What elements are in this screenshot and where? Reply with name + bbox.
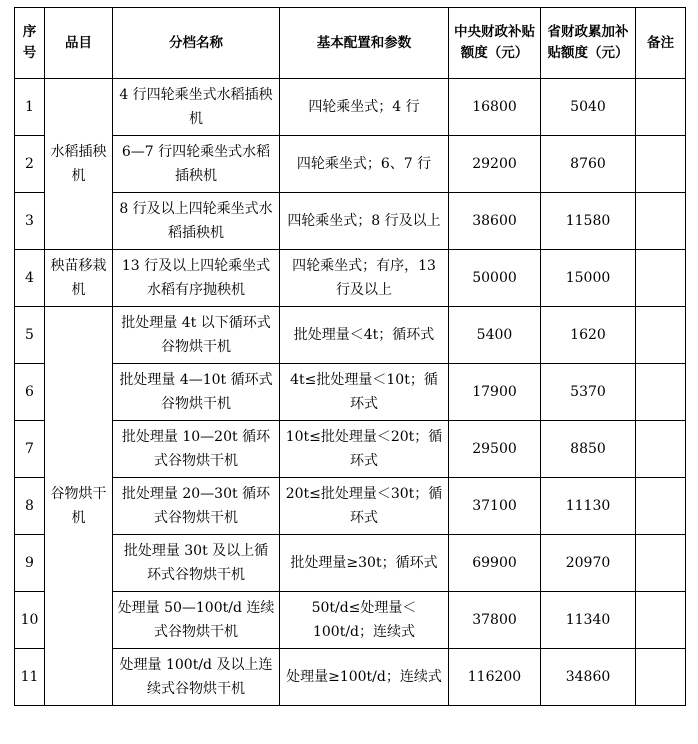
- provincial-subsidy-cell: 5040: [541, 79, 636, 136]
- provincial-subsidy-cell: 8760: [541, 136, 636, 193]
- central-subsidy-cell: 37800: [449, 592, 541, 649]
- central-subsidy-cell: 69900: [449, 535, 541, 592]
- config-cell: 50t/d≤处理量＜100t/d；连续式: [280, 592, 449, 649]
- row-index: 7: [15, 421, 45, 478]
- provincial-subsidy-cell: 1620: [541, 307, 636, 364]
- table-row: [15, 592, 686, 649]
- category-cell: 秧苗移栽机: [45, 250, 113, 307]
- config-cell: 四轮乘坐式；6、7 行: [280, 136, 449, 193]
- central-subsidy-cell: 29500: [449, 421, 541, 478]
- row-index: 1: [15, 79, 45, 136]
- tier-name-cell: 批处理量 10—20t 循环式谷物烘干机: [113, 421, 280, 478]
- row-index: 4: [15, 250, 45, 307]
- table-row: [15, 649, 686, 706]
- central-subsidy-cell: 16800: [449, 79, 541, 136]
- table-row: [15, 136, 686, 193]
- header-central-subsidy: 中央财政补贴额度（元）: [449, 8, 541, 79]
- config-cell: 四轮乘坐式；有序，13 行及以上: [280, 250, 449, 307]
- header-note: 备注: [636, 8, 686, 79]
- central-subsidy-cell: 37100: [449, 478, 541, 535]
- row-index: 11: [15, 649, 45, 706]
- central-subsidy-cell: 17900: [449, 364, 541, 421]
- subsidy-table: [14, 7, 686, 706]
- note-cell: [636, 250, 686, 307]
- note-cell: [636, 592, 686, 649]
- note-cell: [636, 79, 686, 136]
- note-cell: [636, 421, 686, 478]
- provincial-subsidy-cell: 11340: [541, 592, 636, 649]
- header-config: 基本配置和参数: [280, 8, 449, 79]
- tier-name-cell: 8 行及以上四轮乘坐式水稻插秧机: [113, 193, 280, 250]
- note-cell: [636, 649, 686, 706]
- table-row: [15, 79, 686, 136]
- tier-name-cell: 4 行四轮乘坐式水稻插秧机: [113, 79, 280, 136]
- row-index: 9: [15, 535, 45, 592]
- category-cell: 水稻插秧机: [45, 79, 113, 250]
- tier-name-cell: 批处理量 30t 及以上循环式谷物烘干机: [113, 535, 280, 592]
- central-subsidy-cell: 116200: [449, 649, 541, 706]
- config-cell: 4t≤批处理量＜10t；循环式: [280, 364, 449, 421]
- header-tier-name: 分档名称: [113, 8, 280, 79]
- config-cell: 四轮乘坐式；4 行: [280, 79, 449, 136]
- config-cell: 10t≤批处理量＜20t；循环式: [280, 421, 449, 478]
- provincial-subsidy-cell: 8850: [541, 421, 636, 478]
- table-row: [15, 250, 686, 307]
- central-subsidy-cell: 50000: [449, 250, 541, 307]
- config-cell: 四轮乘坐式；8 行及以上: [280, 193, 449, 250]
- tier-name-cell: 批处理量 4—10t 循环式谷物烘干机: [113, 364, 280, 421]
- header-provincial-subsidy: 省财政累加补贴额度（元）: [541, 8, 636, 79]
- config-cell: 批处理量＜4t；循环式: [280, 307, 449, 364]
- row-index: 3: [15, 193, 45, 250]
- config-cell: 批处理量≥30t；循环式: [280, 535, 449, 592]
- central-subsidy-cell: 38600: [449, 193, 541, 250]
- table-row: [15, 535, 686, 592]
- tier-name-cell: 6—7 行四轮乘坐式水稻插秧机: [113, 136, 280, 193]
- note-cell: [636, 307, 686, 364]
- tier-name-cell: 13 行及以上四轮乘坐式水稻有序抛秧机: [113, 250, 280, 307]
- header-category: 品目: [45, 8, 113, 79]
- tier-name-cell: 处理量 50—100t/d 连续式谷物烘干机: [113, 592, 280, 649]
- provincial-subsidy-cell: 20970: [541, 535, 636, 592]
- central-subsidy-cell: 29200: [449, 136, 541, 193]
- provincial-subsidy-cell: 11580: [541, 193, 636, 250]
- row-index: 6: [15, 364, 45, 421]
- note-cell: [636, 535, 686, 592]
- note-cell: [636, 478, 686, 535]
- header-index: 序号: [15, 8, 45, 79]
- category-cell: 谷物烘干机: [45, 307, 113, 706]
- row-index: 10: [15, 592, 45, 649]
- provincial-subsidy-cell: 34860: [541, 649, 636, 706]
- table-row: [15, 193, 686, 250]
- row-index: 2: [15, 136, 45, 193]
- tier-name-cell: 批处理量 20—30t 循环式谷物烘干机: [113, 478, 280, 535]
- note-cell: [636, 364, 686, 421]
- table-row: [15, 478, 686, 535]
- provincial-subsidy-cell: 15000: [541, 250, 636, 307]
- row-index: 5: [15, 307, 45, 364]
- note-cell: [636, 193, 686, 250]
- provincial-subsidy-cell: 11130: [541, 478, 636, 535]
- row-index: 8: [15, 478, 45, 535]
- config-cell: 20t≤批处理量＜30t；循环式: [280, 478, 449, 535]
- config-cell: 处理量≥100t/d；连续式: [280, 649, 449, 706]
- table-row: [15, 364, 686, 421]
- header-row: [15, 8, 686, 79]
- tier-name-cell: 处理量 100t/d 及以上连续式谷物烘干机: [113, 649, 280, 706]
- note-cell: [636, 136, 686, 193]
- tier-name-cell: 批处理量 4t 以下循环式谷物烘干机: [113, 307, 280, 364]
- table-row: [15, 307, 686, 364]
- provincial-subsidy-cell: 5370: [541, 364, 636, 421]
- central-subsidy-cell: 5400: [449, 307, 541, 364]
- table-row: [15, 421, 686, 478]
